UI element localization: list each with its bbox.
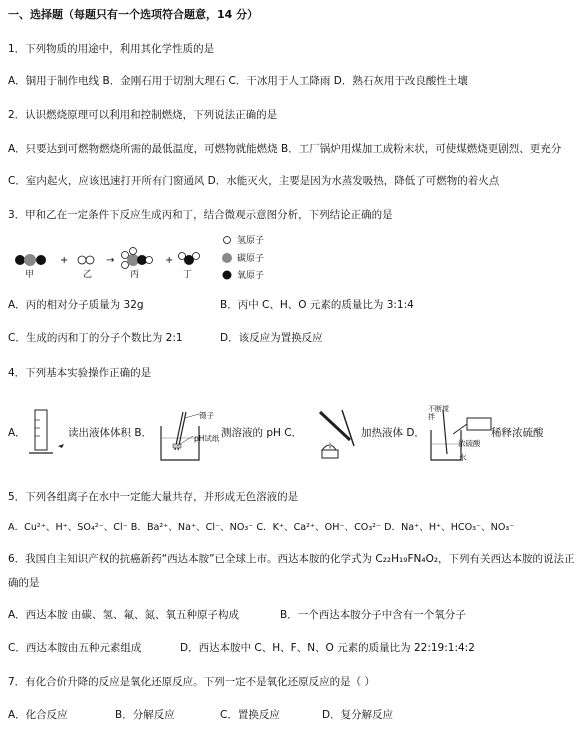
svg-text:+: + [60, 255, 69, 266]
question-4-text-c: 加热液体 D． [361, 427, 425, 439]
hydrogen-legend-icon [224, 237, 231, 244]
question-2-options-cd: C．室内起火，应该迅速打开所有门窗通风 D．水能灭火，主要是因为水蒸发吸热，降低了可燃物的着火点 [8, 175, 500, 187]
question-7-option-b: B．分解反应 [115, 709, 175, 721]
label-ding: 丁 [183, 270, 193, 280]
molecule-diagram [0, 232, 579, 292]
question-3-stem: 3．甲和乙在一定条件下反应生成丙和丁，结合微观示意图分析，下列结论正确的是 [8, 209, 393, 221]
question-5-stem: 5．下列各组离子在水中一定能大量共存，并形成无色溶液的是 [8, 491, 299, 503]
annot-tweezers: 镊子 [199, 411, 214, 420]
question-4-stem: 4．下列基本实验操作正确的是 [8, 367, 152, 379]
label-yi: 乙 [83, 270, 93, 280]
question-2-options-ab: A．只要达到可燃物燃烧所需的最低温度，可燃物就能燃烧 B．工厂锅炉用煤加工成粉末状，可使煤燃烧更剧烈、更充分 [8, 143, 562, 155]
legend-oxygen: 氧原子 [237, 271, 265, 281]
oxygen-legend-icon [223, 271, 232, 280]
molecule-ding [179, 253, 200, 266]
svg-text:+: + [165, 255, 174, 266]
annot-stir: 不断搅拌 [428, 405, 449, 421]
question-4-text-d: 稀释浓硫酸 [491, 427, 544, 439]
graduated-cylinder-icon [26, 408, 66, 460]
question-6-option-a: A．西达本胺 由碳、氢、氟、氮、氧五种原子构成 [8, 609, 240, 621]
question-3-option-b: B．丙中 C、H、O 元素的质量比为 3:1:4 [220, 299, 414, 311]
question-1-options: A．铜用于制作电线 B．金刚石用于切割大理石 C．干冰用于人工降雨 D．熟石灰用于改良酸性土壤 [8, 75, 468, 87]
molecule-bing [122, 248, 153, 269]
carbon-legend-icon [222, 253, 232, 263]
molecule-yi [78, 256, 94, 264]
question-7-stem: 7．有化合价升降的反应是氧化还原反应。下列一定不是氧化还原反应的是（ ） [8, 676, 376, 688]
label-jia: 甲 [25, 270, 35, 280]
question-7-option-c: C．置换反应 [220, 709, 280, 721]
annot-acid: 浓硫酸 [458, 439, 481, 448]
question-4-text-b: 测溶液的 pH C． [221, 427, 303, 439]
question-4-text-a: 读出液体体积 B． [68, 427, 153, 439]
question-6-option-c: C．西达本胺由五种元素组成 [8, 642, 142, 654]
annot-ph-paper: pH试纸 [194, 434, 220, 443]
question-3-option-c: C．生成的丙和丁的分子个数比为 2:1 [8, 332, 183, 344]
section-title: 一、选择题（每题只有一个选项符合题意，14 分） [8, 8, 259, 21]
legend-carbon: 碳原子 [237, 254, 265, 264]
annot-water: 水 [459, 453, 467, 462]
label-bing: 丙 [130, 270, 140, 280]
question-6-stem-line-1: 6．我国自主知识产权的抗癌新药“西达本胺”已全球上市。西达本胺的化学式为 C₂₂H₁₉FN₄O₂，下列有关西达本胺的说法正 [8, 553, 575, 565]
molecule-jia [15, 254, 46, 266]
svg-text:→: → [106, 255, 115, 266]
legend-hydrogen: 氢原子 [237, 236, 265, 246]
question-7-option-d: D．复分解反应 [322, 709, 394, 721]
question-5-options: A．Cu²⁺、H⁺、SO₄²⁻、Cl⁻ B．Ba²⁺、Na⁺、Cl⁻、NO₃⁻ C．K⁺、Ca²⁺、OH⁻、CO₃²⁻ D．Na⁺、H⁺、HCO₃⁻、NO₃⁻ [8, 522, 515, 533]
question-7-option-a: A．化合反应 [8, 709, 68, 721]
question-6-stem-line-2: 确的是 [8, 577, 40, 589]
question-6-option-d: D．西达本胺中 C、H、F、N、O 元素的质量比为 22:19:1:4:2 [180, 642, 475, 654]
question-4-label-a: A． [8, 427, 26, 439]
question-6-option-b: B．一个西达本胺分子中含有一个氧分子 [280, 609, 466, 621]
question-3-option-d: D．该反应为置换反应 [220, 332, 323, 344]
question-1-stem: 1．下列物质的用途中，利用其化学性质的是 [8, 43, 215, 55]
question-2-stem: 2．认识燃烧原理可以利用和控制燃烧，下列说法正确的是 [8, 109, 278, 121]
question-3-option-a: A．丙的相对分子质量为 32g [8, 299, 144, 311]
heating-liquid-icon [312, 406, 362, 464]
